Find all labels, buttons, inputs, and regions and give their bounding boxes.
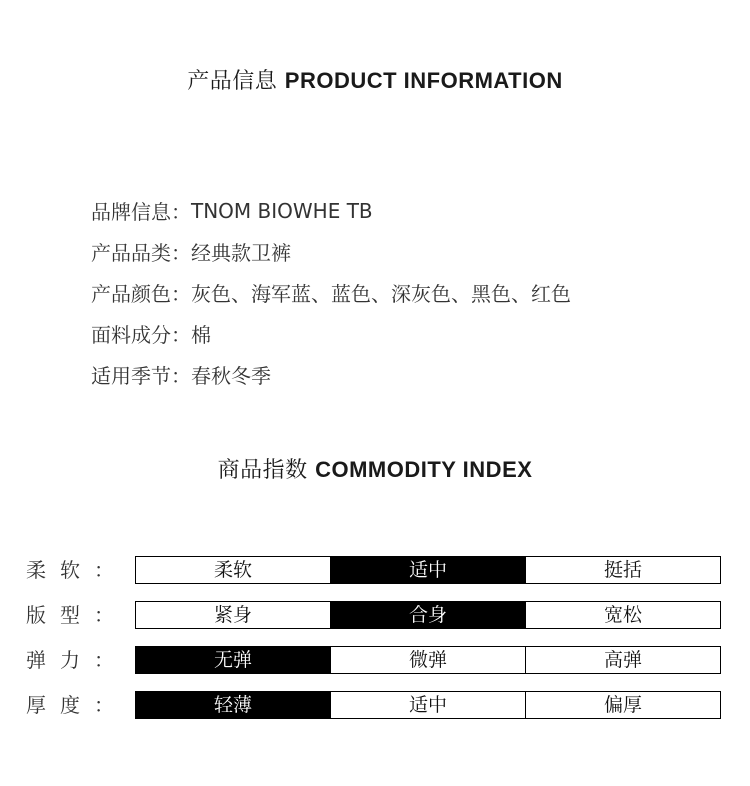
index-label (26, 601, 114, 629)
index-label-text: 版型 (26, 603, 94, 627)
info-label: 面料成分： (91, 323, 191, 347)
index-label (26, 691, 114, 719)
info-row-brand (91, 190, 571, 231)
info-value: 灰色、海军蓝、蓝色、深灰色、黑色、红色 (191, 282, 571, 306)
product-information-title (0, 64, 750, 95)
index-option: 挺括 (525, 557, 720, 583)
index-label-text: 弹力 (26, 648, 94, 672)
index-option: 高弹 (525, 647, 720, 673)
index-label-colon: ： (94, 558, 114, 582)
index-label-colon: ： (94, 693, 114, 717)
index-label-text: 厚度 (26, 693, 94, 717)
index-row-thickness (0, 691, 750, 719)
info-label: 产品颜色： (91, 282, 191, 306)
product-information-title-en: PRODUCT INFORMATION (284, 68, 563, 93)
index-option: 柔软 (136, 557, 330, 583)
info-label: 适用季节： (91, 364, 191, 388)
commodity-index-title-cn: 商品指数 (217, 458, 308, 483)
info-row-material (91, 313, 571, 354)
info-value: 棉 (191, 323, 211, 347)
index-label (26, 646, 114, 674)
info-label: 产品品类： (91, 241, 191, 265)
index-option: 无弹 (136, 647, 330, 673)
info-row-season (91, 354, 571, 395)
info-row-colors (91, 272, 571, 313)
product-info-list (91, 190, 571, 395)
info-value: 经典款卫裤 (191, 241, 291, 265)
index-option: 偏厚 (525, 692, 720, 718)
info-row-category (91, 231, 571, 272)
index-label-colon: ： (94, 603, 114, 627)
index-option: 宽松 (525, 602, 720, 628)
index-scale (135, 601, 721, 629)
index-label-colon: ： (94, 648, 114, 672)
index-row-elasticity (0, 646, 750, 674)
index-option: 合身 (330, 602, 525, 628)
info-value: TNOM BIOWHE TB (191, 198, 373, 223)
commodity-index-title-en: COMMODITY INDEX (315, 457, 533, 482)
index-scale (135, 691, 721, 719)
index-option: 轻薄 (136, 692, 330, 718)
index-option: 微弹 (330, 647, 525, 673)
index-row-fit (0, 601, 750, 629)
index-option: 适中 (330, 692, 525, 718)
info-label: 品牌信息： (91, 200, 191, 224)
index-scale (135, 556, 721, 584)
commodity-index-title (0, 453, 750, 484)
info-value: 春秋冬季 (191, 364, 271, 388)
index-row-softness (0, 556, 750, 584)
product-information-title-cn: 产品信息 (187, 69, 278, 94)
index-scale (135, 646, 721, 674)
index-option: 紧身 (136, 602, 330, 628)
index-label (26, 556, 114, 584)
index-label-text: 柔软 (26, 558, 94, 582)
index-option: 适中 (330, 557, 525, 583)
